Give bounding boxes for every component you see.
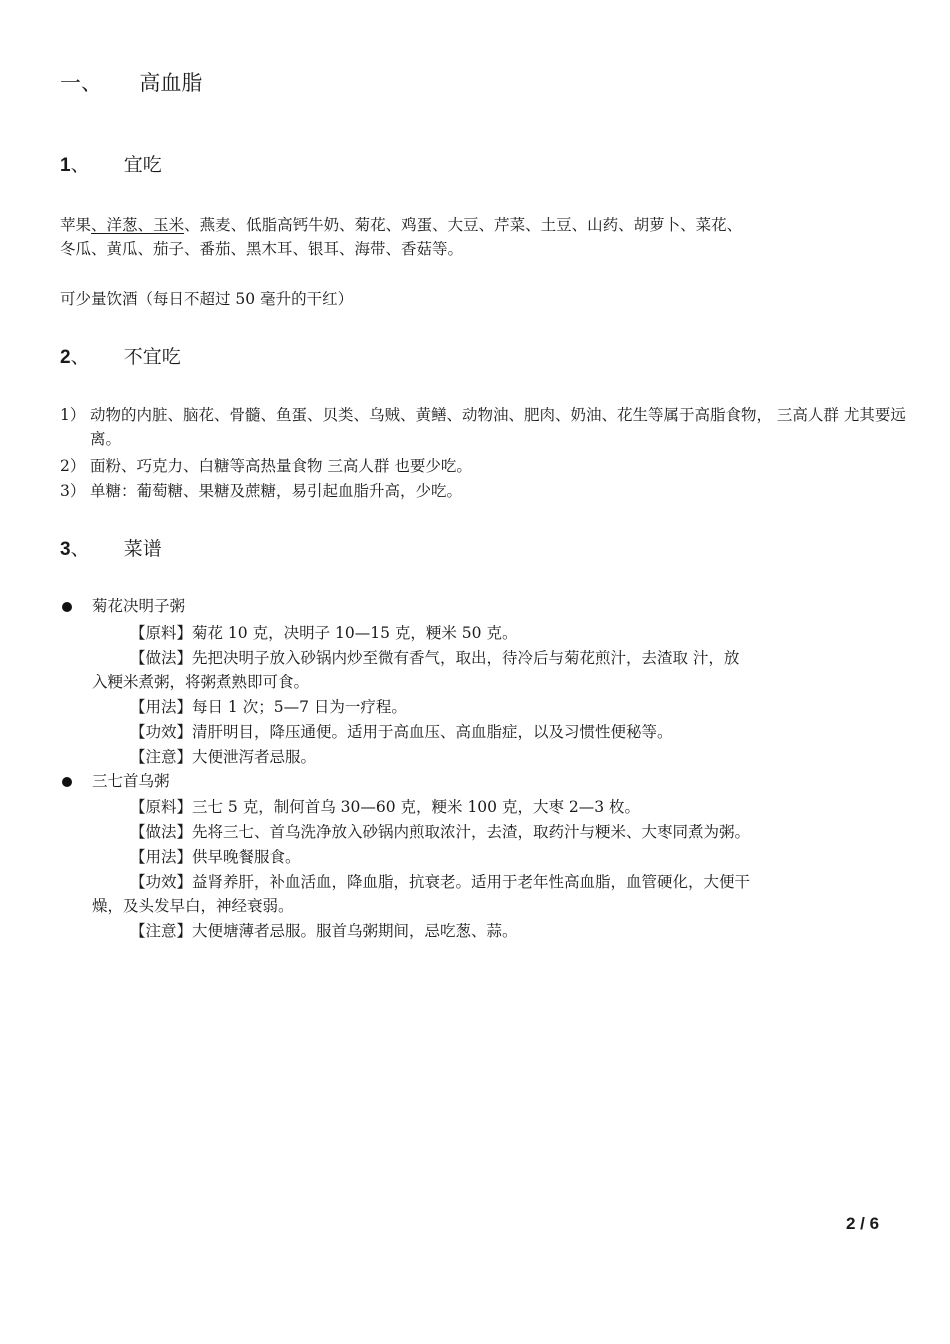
food-apple: 苹果 <box>60 216 92 234</box>
wine-note: 可少量饮酒（每日不超过 50 毫升的干红） <box>60 290 354 308</box>
page-number: 2 / 6 <box>846 1214 880 1233</box>
recipe-ingredients: 【原料】三七 5 克，制何首乌 30—60 克，粳米 100 克，大枣 2—3 枚。 <box>130 798 641 816</box>
avoid-item-marker: 2） <box>60 457 86 475</box>
separator: 、 <box>91 216 107 234</box>
recipe-note: 【注意】大便泄泻者忌服。 <box>130 748 317 766</box>
good-foods-line-1 <box>60 213 742 237</box>
recipe-effect-cont: 燥，及头发早白，神经衰弱。 <box>92 897 294 915</box>
subheading-number: 3 <box>60 539 71 560</box>
recipe-method-cont: 入粳米煮粥，将粥煮熟即可食。 <box>92 673 310 691</box>
bullet-icon <box>62 777 72 787</box>
subheading-suffix: 、 <box>70 154 90 176</box>
subheading-suffix: 、 <box>70 538 90 560</box>
recipe-method: 【做法】先将三七、首乌洗净放入砂锅内煎取浓汁，去渣，取药汁与粳米、大枣同煮为粥。 <box>130 823 751 841</box>
recipe-method: 【做法】先把决明子放入砂锅内炒至微有香气，取出，待冷后与菊花煎汁，去渣取 汁，放 <box>130 649 740 667</box>
recipe-usage: 【用法】每日 1 次；5—7 日为一疗程。 <box>130 698 407 716</box>
subheading-title: 宜吃 <box>123 154 162 176</box>
subheading-number: 2 <box>60 347 71 368</box>
avoid-item-marker: 1） <box>60 406 86 424</box>
good-foods-rest: 、燕麦、低脂高钙牛奶、菊花、鸡蛋、大豆、芹菜、土豆、山药、胡萝卜、菜花、 <box>184 216 743 234</box>
recipe-ingredients: 【原料】菊花 10 克，决明子 10—15 克，粳米 50 克。 <box>130 624 518 642</box>
subheading-good-foods <box>60 150 162 177</box>
subheading-title: 不宜吃 <box>123 346 181 368</box>
underlined-foods <box>91 216 184 234</box>
subheading-suffix: 、 <box>70 346 90 368</box>
recipe-note: 【注意】大便塘薄者忌服。服首乌粥期间，忌吃葱、蒜。 <box>130 922 518 940</box>
recipe-effect: 【功效】益肾养肝，补血活血，降血脂，抗衰老。适用于老年性高血脂，血管硬化，大便干 <box>130 873 751 891</box>
subheading-avoid-foods <box>60 342 181 369</box>
section-marker: 一、 <box>60 71 102 95</box>
avoid-item-text: 动物的内脏、脑花、骨髓、鱼蛋、贝类、乌贼、黄鳝、动物油、肥肉、奶油、花生等属于高脂食物， 三高人群 尤其要远离。 <box>90 406 906 448</box>
separator: 、 <box>137 216 154 234</box>
bullet-icon <box>62 602 72 612</box>
recipe-usage: 【用法】供早晚餐服食。 <box>130 848 301 866</box>
section-title: 高血脂 <box>139 71 203 95</box>
recipe-name: 菊花决明子粥 <box>92 597 186 615</box>
subheading-recipes <box>60 534 162 561</box>
recipe-effect: 【功效】清肝明目，降压通便。适用于高血压、高血脂症，以及习惯性便秘等。 <box>130 723 673 741</box>
food-corn: 玉米 <box>153 216 185 234</box>
recipe-name: 三七首乌粥 <box>92 772 170 790</box>
avoid-item-text: 单糖：葡萄糖、果糖及蔗糖，易引起血脂升高，少吃。 <box>90 482 463 500</box>
avoid-item-marker: 3） <box>60 482 86 500</box>
good-foods-line-2: 冬瓜、黄瓜、茄子、番茄、黑木耳、银耳、海带、香菇等。 <box>60 240 464 258</box>
section-heading <box>60 67 202 97</box>
subheading-number: 1 <box>60 155 71 176</box>
food-onion: 洋葱 <box>106 216 138 234</box>
avoid-item-text: 面粉、巧克力、白糖等高热量食物 三高人群 也要少吃。 <box>90 457 472 475</box>
subheading-title: 菜谱 <box>123 538 162 560</box>
